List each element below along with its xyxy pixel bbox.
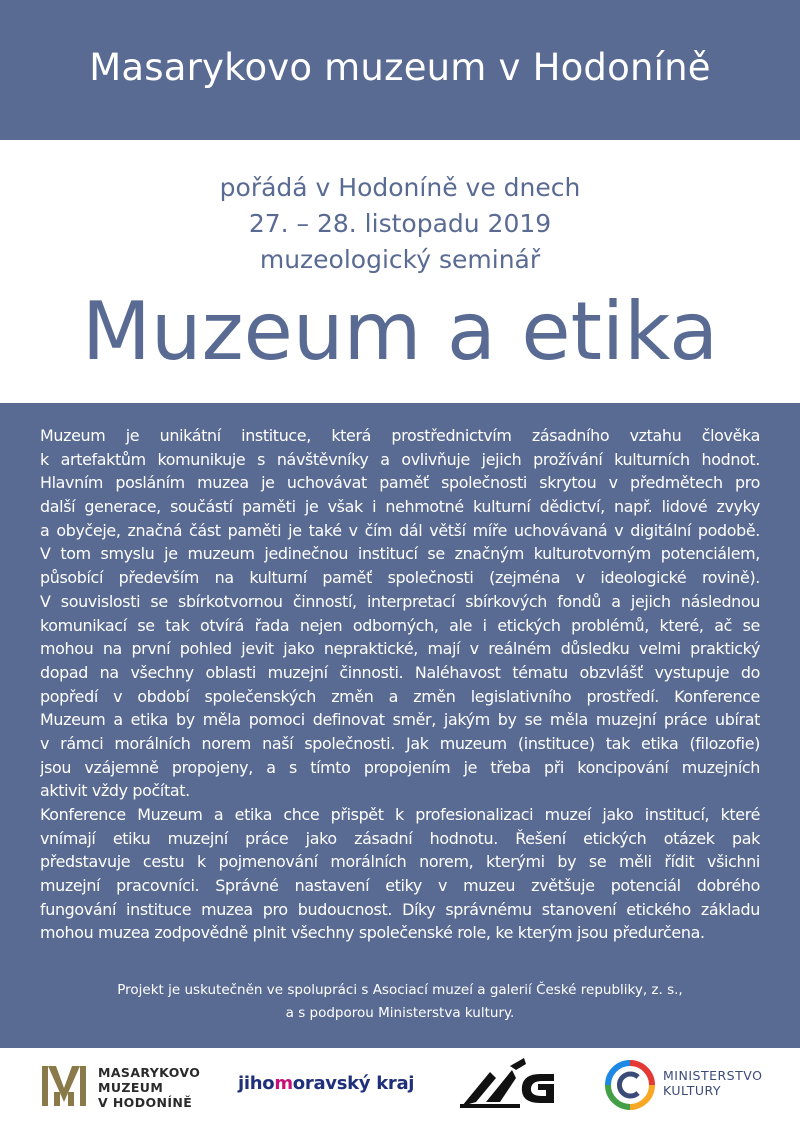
ministerstvo-kultury-logo [605,1060,775,1112]
body-line: jsou vzájemně propojeny, a s tímto propojením je třeba při koncipování muzejních [40,757,760,777]
event-type: muzeologický seminář [259,245,541,274]
body-line: komunikací se tak otvírá řada nejen odborných, ale i etických problémů, které, ač se [40,615,760,635]
body-line: Konference Muzeum a etika chce přispět k profesionalizaci muzeí jako institucí, které [40,805,760,824]
jmk-text-pre: jiho [238,1073,275,1094]
body-line: vnímají etiku muzejní práce jako zásadní hodnotu. Řešení etických otázek pak [40,828,760,848]
body-line: mohou muzea zodpovědně plnit všechny společenské role, ke kterým jsou předurčena. [40,923,705,943]
body-line: další generace, součástí paměti je však i nehmotné kulturní dědictví, např. lidové zvyky [40,497,760,517]
footer-note-line-2: a s podporou Ministerstva kultury. [285,1005,515,1021]
mk-circle-icon [605,1060,655,1110]
body-line: v rámci morálních norem naší společnosti. Jak muzeum (instituce) tak etika (filozofie) [40,733,760,753]
body-line: Muzeum a etika by měla pomoci definovat směr, jakým by se měla muzejní práce ubírat [40,710,760,730]
body-line: popředí v období společenských změn a změn legislativního prostředí. Konference [40,686,760,706]
partner-logos [0,1048,800,1128]
body-line: a obyčeje, značná část paměti je také v čím dál větší míře uchovávaná v digitální podobě. [40,520,760,540]
body-line: mohou na první pohled jevit jako nepraktické, mají v reálném důsledku velmi praktický [40,639,760,659]
mm-logo-line-3: V HODONÍNĚ [98,1095,193,1110]
body-line: V souvislosti se sbírkotvornou činností, interpretací sbírkových fondů a jejich následnou [40,591,760,611]
masarykovo-muzeum-logo [40,1062,230,1112]
mm-logo-line-1: MASARYKOVO [98,1065,201,1080]
footer-note [0,979,800,1025]
event-intro [0,170,800,278]
museum-title: Masarykovo muzeum v Hodoníně [89,46,711,89]
body-line: muzejní pracovníci. Správné nastavení etiky v muzeu zvětšuje potenciál dobrého [40,876,760,896]
mm-logo-line-2: MUZEUM [98,1080,164,1095]
event-dates: 27. – 28. listopadu 2019 [248,209,552,238]
body-line: Hlavním posláním muzea je uchovávat paměť společnosti skrytou v předmětech pro [40,473,760,493]
body-line: aktivit vždy počítat. [40,781,190,801]
jmk-text-m: m [274,1073,293,1094]
body-line: představuje cestu k pojmenování morálních norem, kterými by se měli řídit všichni [40,852,760,872]
body-line: působící především na kulturní paměť společnosti (zejména v ideologické rovině). [40,568,760,588]
body-line: fungování instituce muzea pro budoucnost. Díky správnému stanovení etického základu [40,899,760,919]
body-line: dopad na všechny oblasti muzejní činnosti. Naléhavost tématu obzvlášť vystupuje do [40,662,760,682]
intro-line-1: pořádá v Hodoníně ve dnech [219,173,581,202]
body-text [40,424,760,945]
body-line: k artefaktům komunikuje s návštěvníky a ovlivňuje jejich prožívání kulturních hodnot. [40,449,760,469]
mk-logo-line-2: KULTURY [663,1083,722,1098]
body-line: V tom smyslu je muzeum jedinečnou institucí se značným kulturotvorným potenciálem, [40,544,760,564]
jmk-text-post: oravský kraj [292,1073,415,1094]
event-headline: Muzeum a etika [81,285,719,378]
mm-monogram-icon [40,1062,88,1110]
mk-logo-line-1: MINISTERSTVO [663,1068,763,1083]
footer-note-line-1: Projekt je uskutečněn ve spolupráci s Asociací muzeí a galerií České republiky, z. s., [117,982,683,998]
body-line: Muzeum je unikátní instituce, která prostřednictvím zásadního vztahu člověka [40,426,760,445]
jihomoravsky-kraj-logo [238,1073,414,1094]
amg-logo-icon [460,1056,560,1112]
